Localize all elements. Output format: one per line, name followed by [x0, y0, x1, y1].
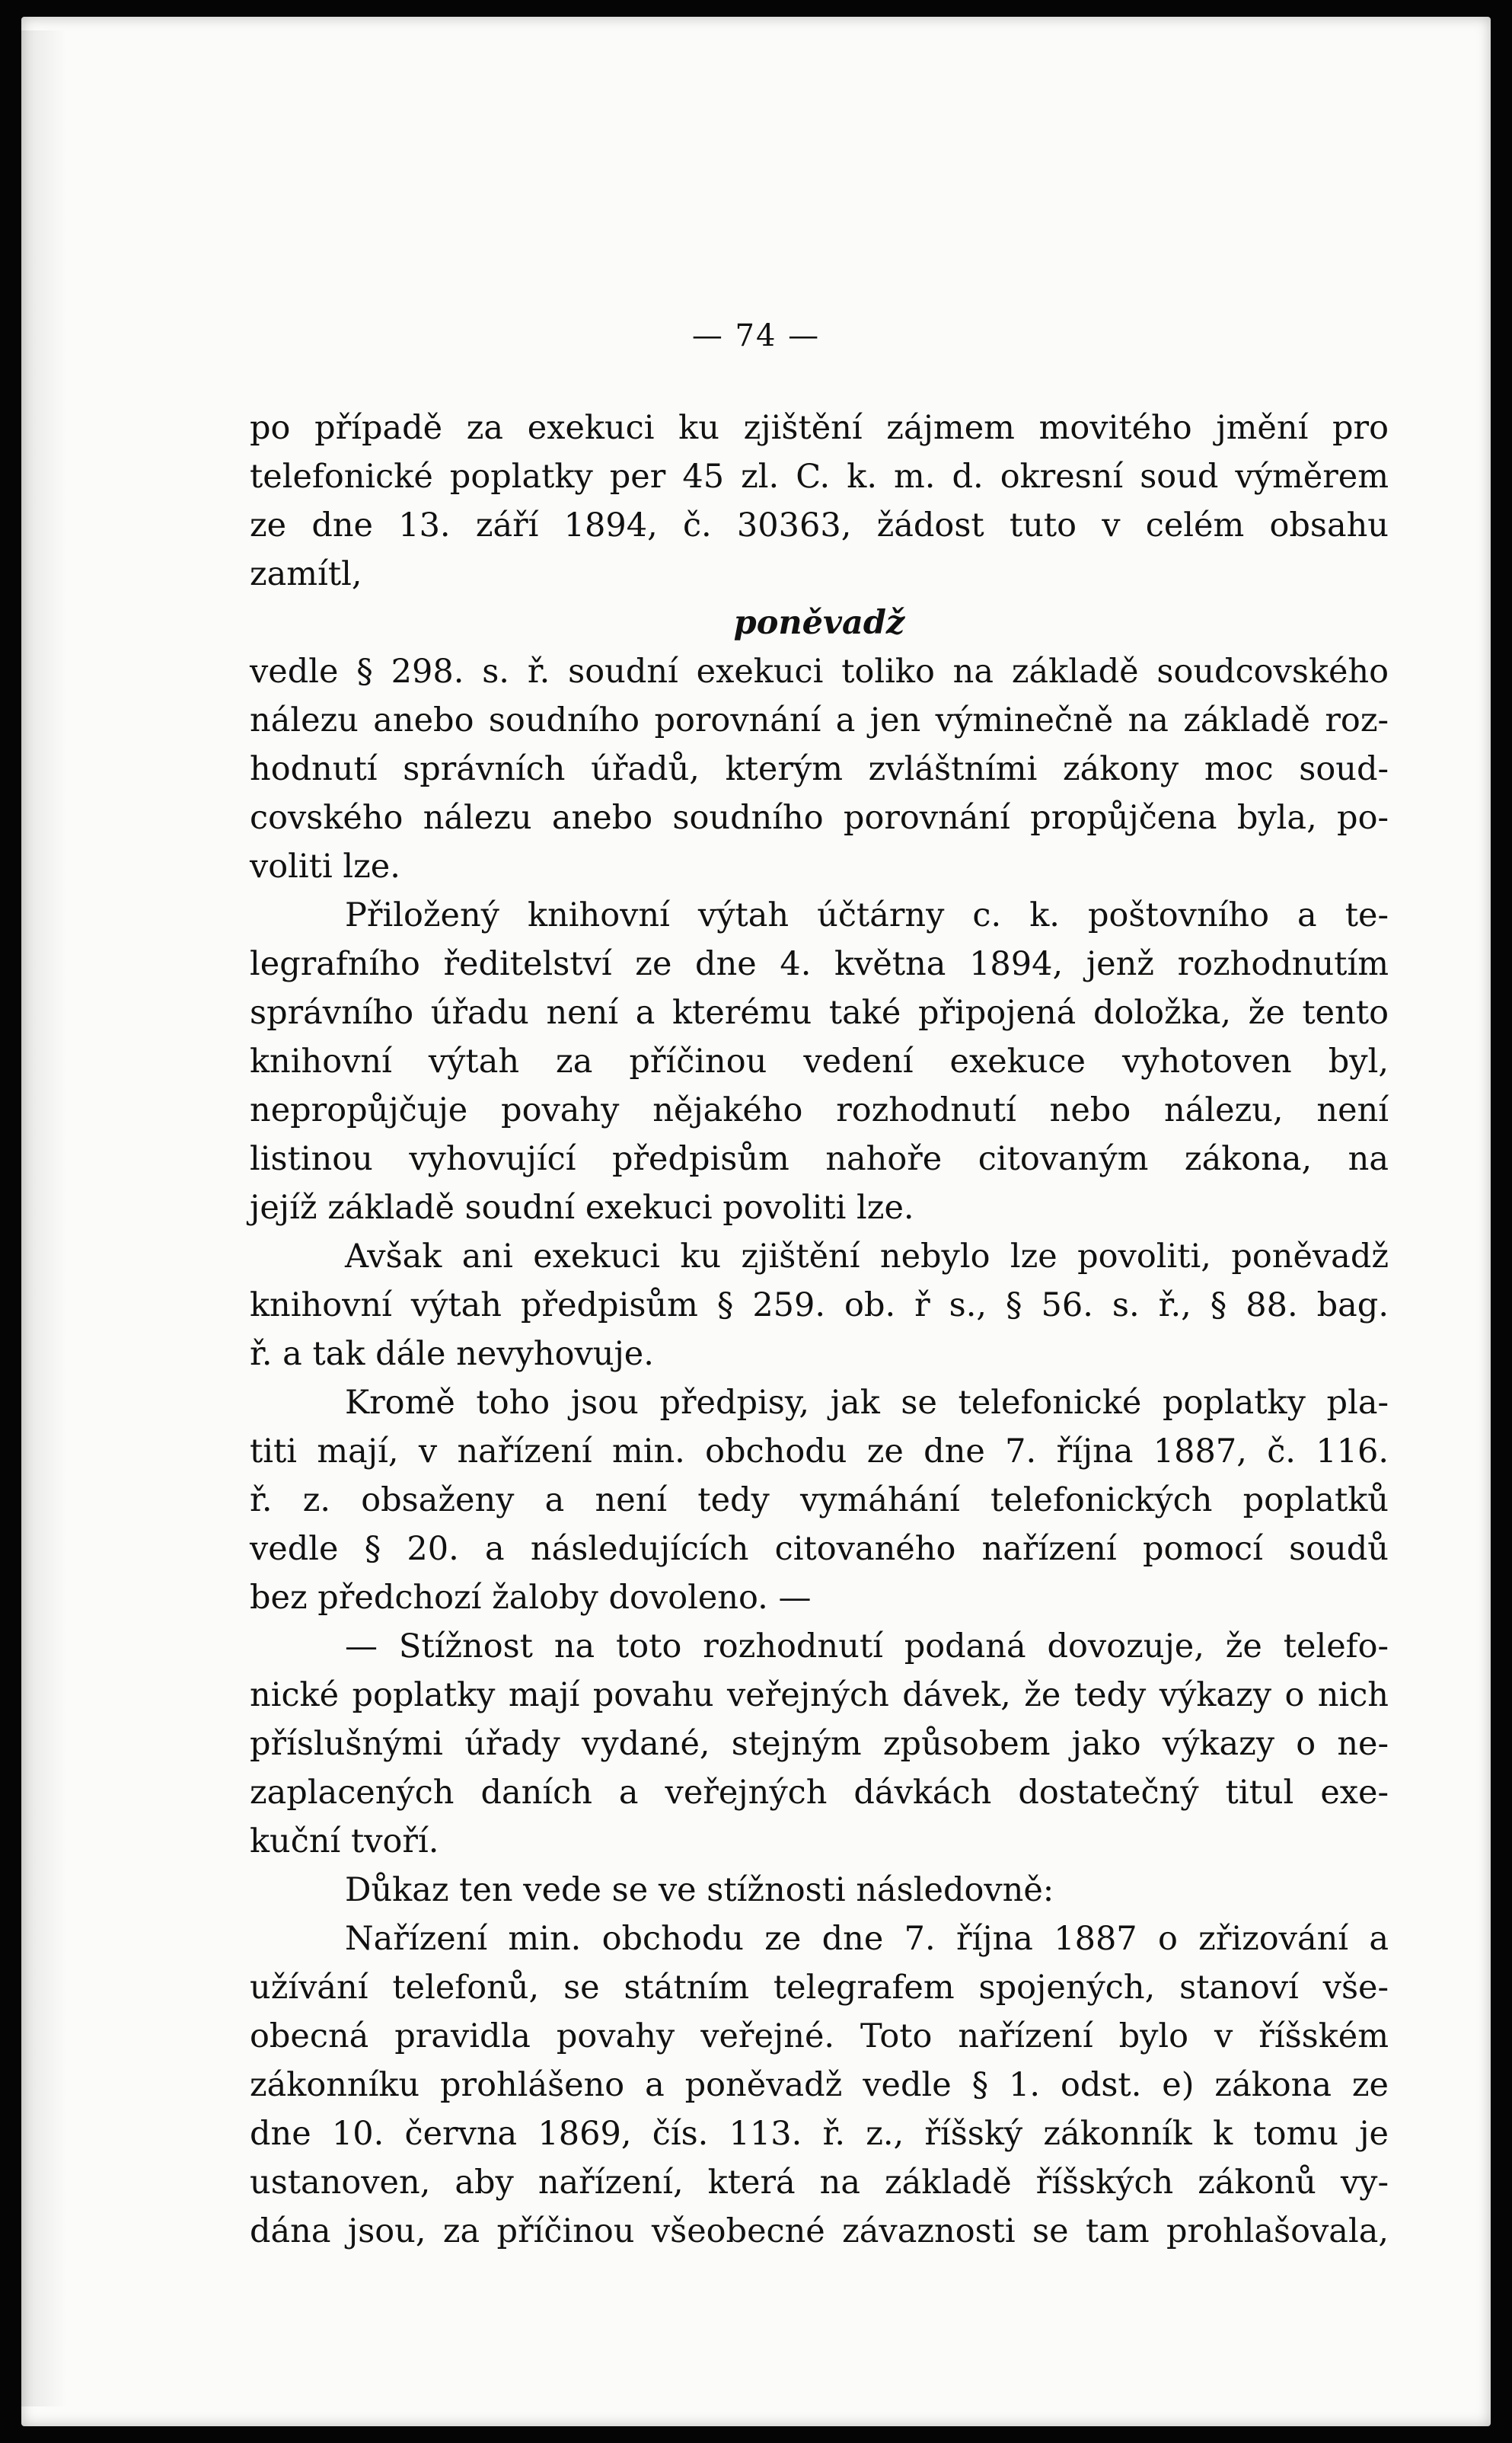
text-line: obecná pravidla povahy veřejné. Toto nařízení bylo v říšském — [250, 2017, 1389, 2055]
text-line: ze dne 13. září 1894, č. 30363, žádost tuto v celém obsahu — [250, 506, 1389, 544]
paragraph-start: Avšak ani exekuci ku zjištění nebylo lze povoliti, poněvadž — [345, 1237, 1389, 1276]
text-line: hodnutí správních úřadů, kterým zvláštními zákony moc soud- — [250, 750, 1389, 788]
text-line: nálezu anebo soudního porovnání a jen výminečně na základě roz- — [250, 701, 1389, 739]
paragraph-start: — Stížnost na toto rozhodnutí podaná dovozuje, že telefo- — [345, 1627, 1389, 1665]
page-number: — 74 — — [691, 318, 821, 353]
paragraph-start: Důkaz ten vede se ve stížnosti následovně: — [345, 1871, 1054, 1909]
text-line: legrafního ředitelství ze dne 4. května 1894, jenž rozhodnutím — [250, 945, 1389, 983]
text-line: covského nálezu anebo soudního porovnání propůjčena byla, po- — [250, 799, 1389, 837]
body-text — [250, 404, 1389, 2256]
paragraph-start: Přiložený knihovní výtah účtárny c. k. poštovního a te- — [345, 896, 1389, 934]
text-line: kuční tvoří. — [250, 1822, 439, 1860]
text-line: po případě za exekuci ku zjištění zájmem movitého jmění pro — [250, 409, 1389, 447]
text-line: zaplacených daních a veřejných dávkách dostatečný titul exe- — [250, 1774, 1389, 1812]
text-line: knihovní výtah za příčinou vedení exekuce vyhotoven byl, — [250, 1043, 1389, 1081]
text-line: bez předchozí žaloby dovoleno. — — [250, 1579, 812, 1617]
centered-heading: poněvadž — [733, 604, 905, 642]
text-line: zamítl, — [250, 555, 362, 593]
text-line: vedle § 20. a následujících citovaného nařízení pomocí soudů — [250, 1530, 1389, 1568]
text-line: zákonníku prohlášeno a poněvadž vedle § 1. odst. e) zákona ze — [250, 2066, 1389, 2104]
text-line: knihovní výtah předpisům § 259. ob. ř s., § 56. s. ř., § 88. bag. — [250, 1286, 1389, 1324]
text-line: ř. z. obsaženy a není tedy vymáhání telefonických poplatků — [250, 1481, 1389, 1519]
text-line: ustanoven, aby nařízení, která na základě říšských zákonů vy- — [250, 2164, 1389, 2202]
text-line: listinou vyhovující předpisům nahoře citovaným zákona, na — [250, 1140, 1389, 1178]
text-line: telefonické poplatky per 45 zl. C. k. m. d. okresní soud výměrem — [250, 458, 1389, 496]
text-line: dána jsou, za příčinou všeobecné závaznosti se tam prohlašovala, — [250, 2212, 1389, 2250]
text-line: vedle § 298. s. ř. soudní exekuci toliko na základě soudcovského — [250, 653, 1389, 691]
text-line: ř. a tak dále nevyhovuje. — [250, 1335, 654, 1373]
text-line: správního úřadu není a kterému také připojená doložka, že tento — [250, 994, 1389, 1032]
text-line: příslušnými úřady vydané, stejným způsobem jako výkazy o ne- — [250, 1725, 1389, 1763]
text-line: voliti lze. — [250, 848, 400, 886]
page-edge-shadow — [21, 30, 67, 2406]
paragraph-start: Nařízení min. obchodu ze dne 7. října 1887 o zřizování a — [345, 1920, 1389, 1958]
text-line: dne 10. června 1869, čís. 113. ř. z., říšský zákonník k tomu je — [250, 2115, 1389, 2153]
text-line: nické poplatky mají povahu veřejných dávek, že tedy výkazy o nich — [250, 1676, 1389, 1714]
text-line: nepropůjčuje povahy nějakého rozhodnutí nebo nálezu, není — [250, 1091, 1389, 1129]
text-line: jejíž základě soudní exekuci povoliti lze. — [250, 1189, 914, 1227]
text-line: titi mají, v nařízení min. obchodu ze dne 7. října 1887, č. 116. — [250, 1432, 1389, 1471]
text-line: užívání telefonů, se státním telegrafem spojených, stanoví vše- — [250, 1969, 1389, 2007]
paragraph-start: Kromě toho jsou předpisy, jak se telefonické poplatky pla- — [345, 1384, 1389, 1422]
